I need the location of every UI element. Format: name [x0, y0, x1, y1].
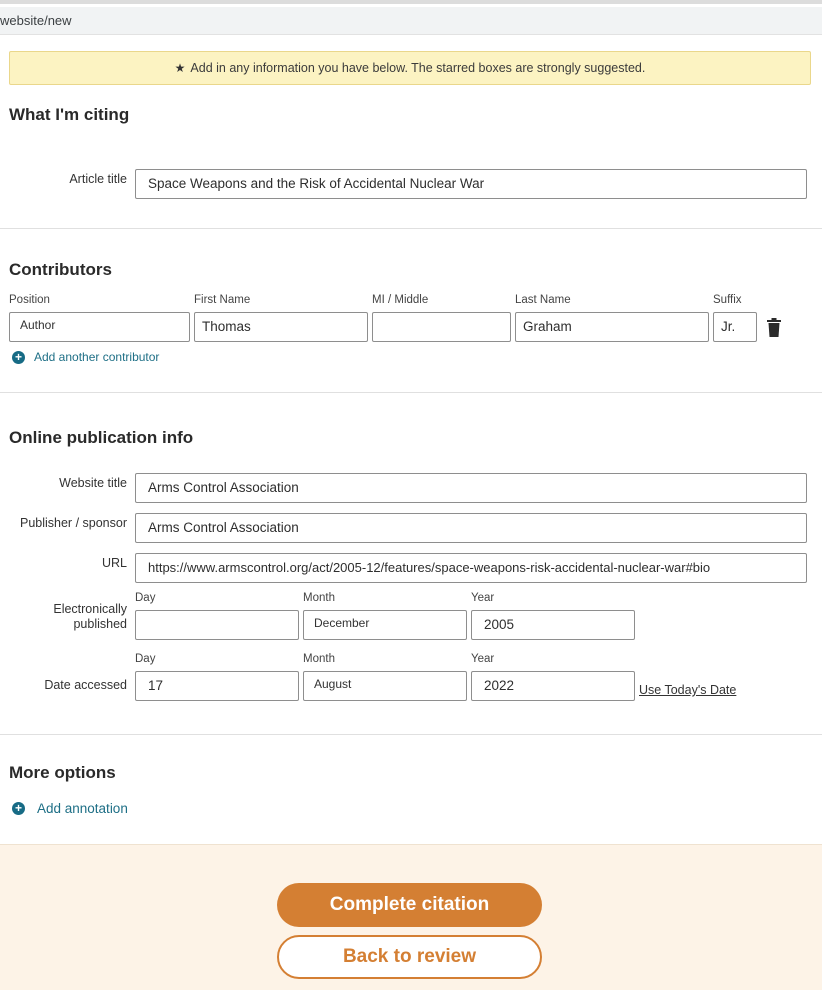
website-title-label: Website title	[59, 476, 127, 490]
notice-text: Add in any information you have below. The starred boxes are strongly suggested.	[190, 61, 646, 75]
contributor-first-name-input[interactable]: Thomas	[194, 312, 368, 342]
address-bar[interactable]	[0, 7, 822, 35]
accessed-year-input[interactable]: 2022	[471, 671, 635, 701]
suggestion-notice	[9, 51, 811, 85]
last-name-header: Last Name	[515, 294, 571, 306]
contributor-suffix-input[interactable]: Jr.	[713, 312, 757, 342]
publisher-label: Publisher / sponsor	[19, 516, 127, 530]
suffix-header: Suffix	[713, 294, 742, 306]
use-todays-date-link[interactable]: Use Today's Date	[639, 683, 737, 697]
complete-citation-button[interactable]: Complete citation	[277, 883, 542, 927]
article-title-label: Article title	[69, 172, 127, 186]
published-month-select[interactable]: December	[303, 610, 467, 640]
website-title-input[interactable]: Arms Control Association	[135, 473, 807, 503]
middle-name-header: MI / Middle	[372, 294, 429, 306]
add-contributor-link[interactable]	[12, 350, 159, 364]
published-month-label: Month	[303, 592, 335, 604]
plus-circle-icon: +	[12, 802, 25, 815]
first-name-header: First Name	[194, 294, 251, 306]
publisher-input[interactable]: Arms Control Association	[135, 513, 807, 543]
add-annotation-label: Add annotation	[37, 801, 128, 816]
published-date-label	[53, 602, 127, 632]
section-heading-publication: Online publication info	[9, 428, 194, 447]
section-heading-contributors: Contributors	[9, 260, 112, 279]
window-top-strip	[0, 0, 822, 4]
address-bar-text: website/new	[0, 13, 72, 28]
published-year-input[interactable]: 2005	[471, 610, 635, 640]
delete-contributor-trash-icon[interactable]	[766, 318, 782, 337]
position-header: Position	[9, 294, 50, 306]
published-year-label: Year	[471, 592, 495, 604]
accessed-date-label: Date accessed	[44, 678, 127, 692]
section-divider	[0, 228, 822, 229]
add-contributor-label: Add another contributor	[34, 350, 160, 364]
back-to-review-button[interactable]: Back to review	[277, 935, 542, 979]
published-day-input[interactable]	[135, 610, 299, 640]
plus-circle-icon: +	[12, 351, 25, 364]
contributor-last-name-input[interactable]: Graham	[515, 312, 709, 342]
contributor-position-select[interactable]: Author	[9, 312, 190, 342]
published-date-label-line1: Electronically	[53, 602, 127, 616]
section-divider	[0, 734, 822, 735]
accessed-day-label: Day	[135, 653, 156, 665]
url-input[interactable]: https://www.armscontrol.org/act/2005-12/features/space-weapons-risk-accidental-nuclear-war#bio	[135, 553, 807, 583]
published-date-label-line2: published	[73, 617, 127, 631]
section-heading-citing: What I'm citing	[9, 105, 130, 124]
section-divider	[0, 392, 822, 393]
accessed-month-select[interactable]: August	[303, 671, 467, 701]
contributor-middle-name-input[interactable]	[372, 312, 511, 342]
accessed-month-label: Month	[303, 653, 335, 665]
accessed-day-input[interactable]: 17	[135, 671, 299, 701]
url-label: URL	[101, 556, 127, 570]
section-heading-more-options: More options	[9, 763, 116, 782]
add-annotation-link[interactable]	[12, 801, 128, 816]
article-title-input[interactable]: Space Weapons and the Risk of Accidental Nuclear War	[135, 169, 807, 199]
star-icon: ★	[174, 61, 186, 75]
published-day-label: Day	[135, 592, 156, 604]
accessed-year-label: Year	[471, 653, 495, 665]
